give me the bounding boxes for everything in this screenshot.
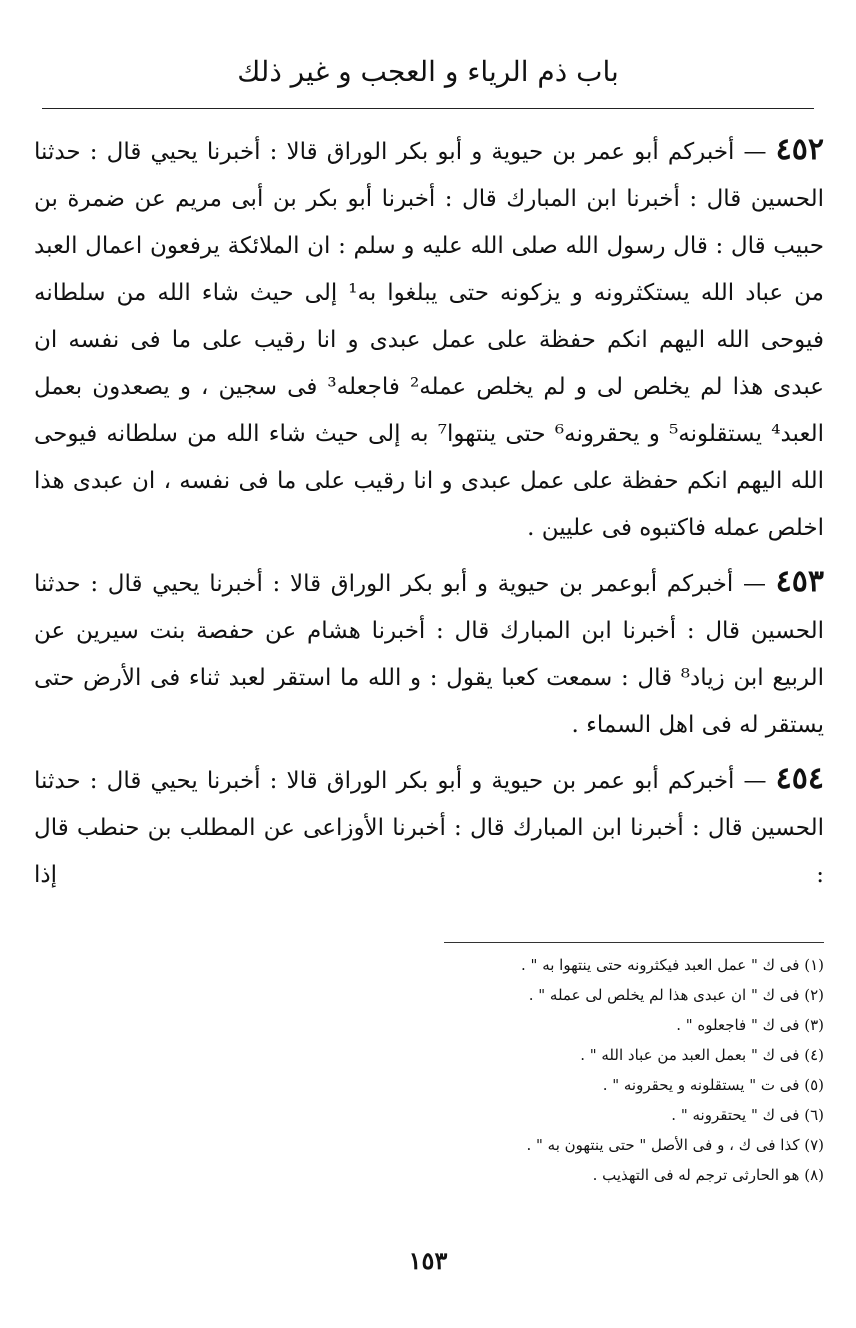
hadith-number: ٤٥٣ [775, 564, 825, 599]
footnote-item: (٨) هو الحارثى ترجم له فى التهذيب . [592, 1166, 824, 1184]
hadith-number: ٤٥٢ [775, 132, 825, 167]
hadith-paragraph-454 [34, 755, 824, 899]
footnote-rule [444, 942, 824, 943]
footnote-item: (٦) فى ك " يحتقرونه " . [671, 1106, 824, 1124]
footnote-item: (٧) كذا فى ك ، و فى الأصل " حتى ينتهون به " . [526, 1136, 824, 1154]
running-head: باب ذم الرياء و العجب و غير ذلك [237, 55, 619, 88]
hadith-text: أخبركم أبو عمر بن حيوية و أبو بكر الوراق قالا : أخبرنا يحيي قال : حدثنا الحسين قال : أخبرنا ابن المبارك قال : أخبرنا أبو بكر بن أبى مريم عن ضمرة بن حبيب قال : قال رسول الله صلى الله عليه و سلم : ان الملائكة يرفعون اعمال العبد من عباد الله يستكثرونه و يزكونه حتى يبلغوا به¹ إلى حيث شاء الله من سلطانه فيوحى الله اليهم انكم حفظة على عمل عبدى و انا رقيب على ما فى نفسه ان عبدى هذا لم يخلص لى و لم يخلص عمله² فاجعله³ فى سجين ، و يصعدون بعمل العبد⁴ يستقلونه⁵ و يحقرونه⁶ حتى ينتهوا⁷ به إلى حيث شاء الله من سلطانه فيوحى الله اليهم انكم حفظة على عمل عبدى و انا رقيب على ما فى نفسه ، ان عبدى هذا اخلص عمله فاكتبوه فى عليين . [34, 139, 825, 541]
footnote-item: (٢) فى ك " ان عبدى هذا لم يخلص لى عمله " . [528, 986, 824, 1004]
hadith-text: أخبركم أبو عمر بن حيوية و أبو بكر الوراق قالا : أخبرنا يحيي قال : حدثنا الحسين قال : أخبرنا ابن المبارك قال : أخبرنا الأوزاعى عن المطلب بن حنطب قال : إذا [34, 768, 824, 888]
hadith-number: ٤٥٤ [775, 761, 825, 796]
footnote-item: (٣) فى ك " فاجعلوه " . [676, 1016, 824, 1034]
footnotes-list [34, 950, 824, 1190]
hadith-paragraph-453 [34, 558, 824, 749]
main-text [34, 126, 824, 905]
number-dash: — [734, 768, 776, 794]
footnote-item: (٤) فى ك " بعمل العبد من عباد الله " . [580, 1046, 824, 1064]
number-dash: — [733, 571, 776, 597]
hadith-text: أخبركم أبوعمر بن حيوية و أبو بكر الوراق قالا : أخبرنا يحيي قال : حدثنا الحسين قال : أخبرنا ابن المبارك قال : أخبرنا هشام عن حفصة بنت سيرين عن الربيع ابن زياد⁸ قال : سمعت كعبا يقول : و الله ما استقر لعبد ثناء فى الأرض حتى يستقر له فى اهل السماء . [34, 571, 824, 738]
page-number: ١٥٣ [408, 1246, 448, 1275]
footnote-item: (١) فى ك " عمل العبد فيكثرونه حتى ينتهوا به " . [520, 956, 824, 974]
number-dash: — [734, 139, 776, 165]
footnote-item: (٥) فى ت " يستقلونه و يحقرونه " . [602, 1076, 824, 1094]
hadith-paragraph-452 [34, 126, 824, 552]
header-rule [42, 108, 814, 109]
